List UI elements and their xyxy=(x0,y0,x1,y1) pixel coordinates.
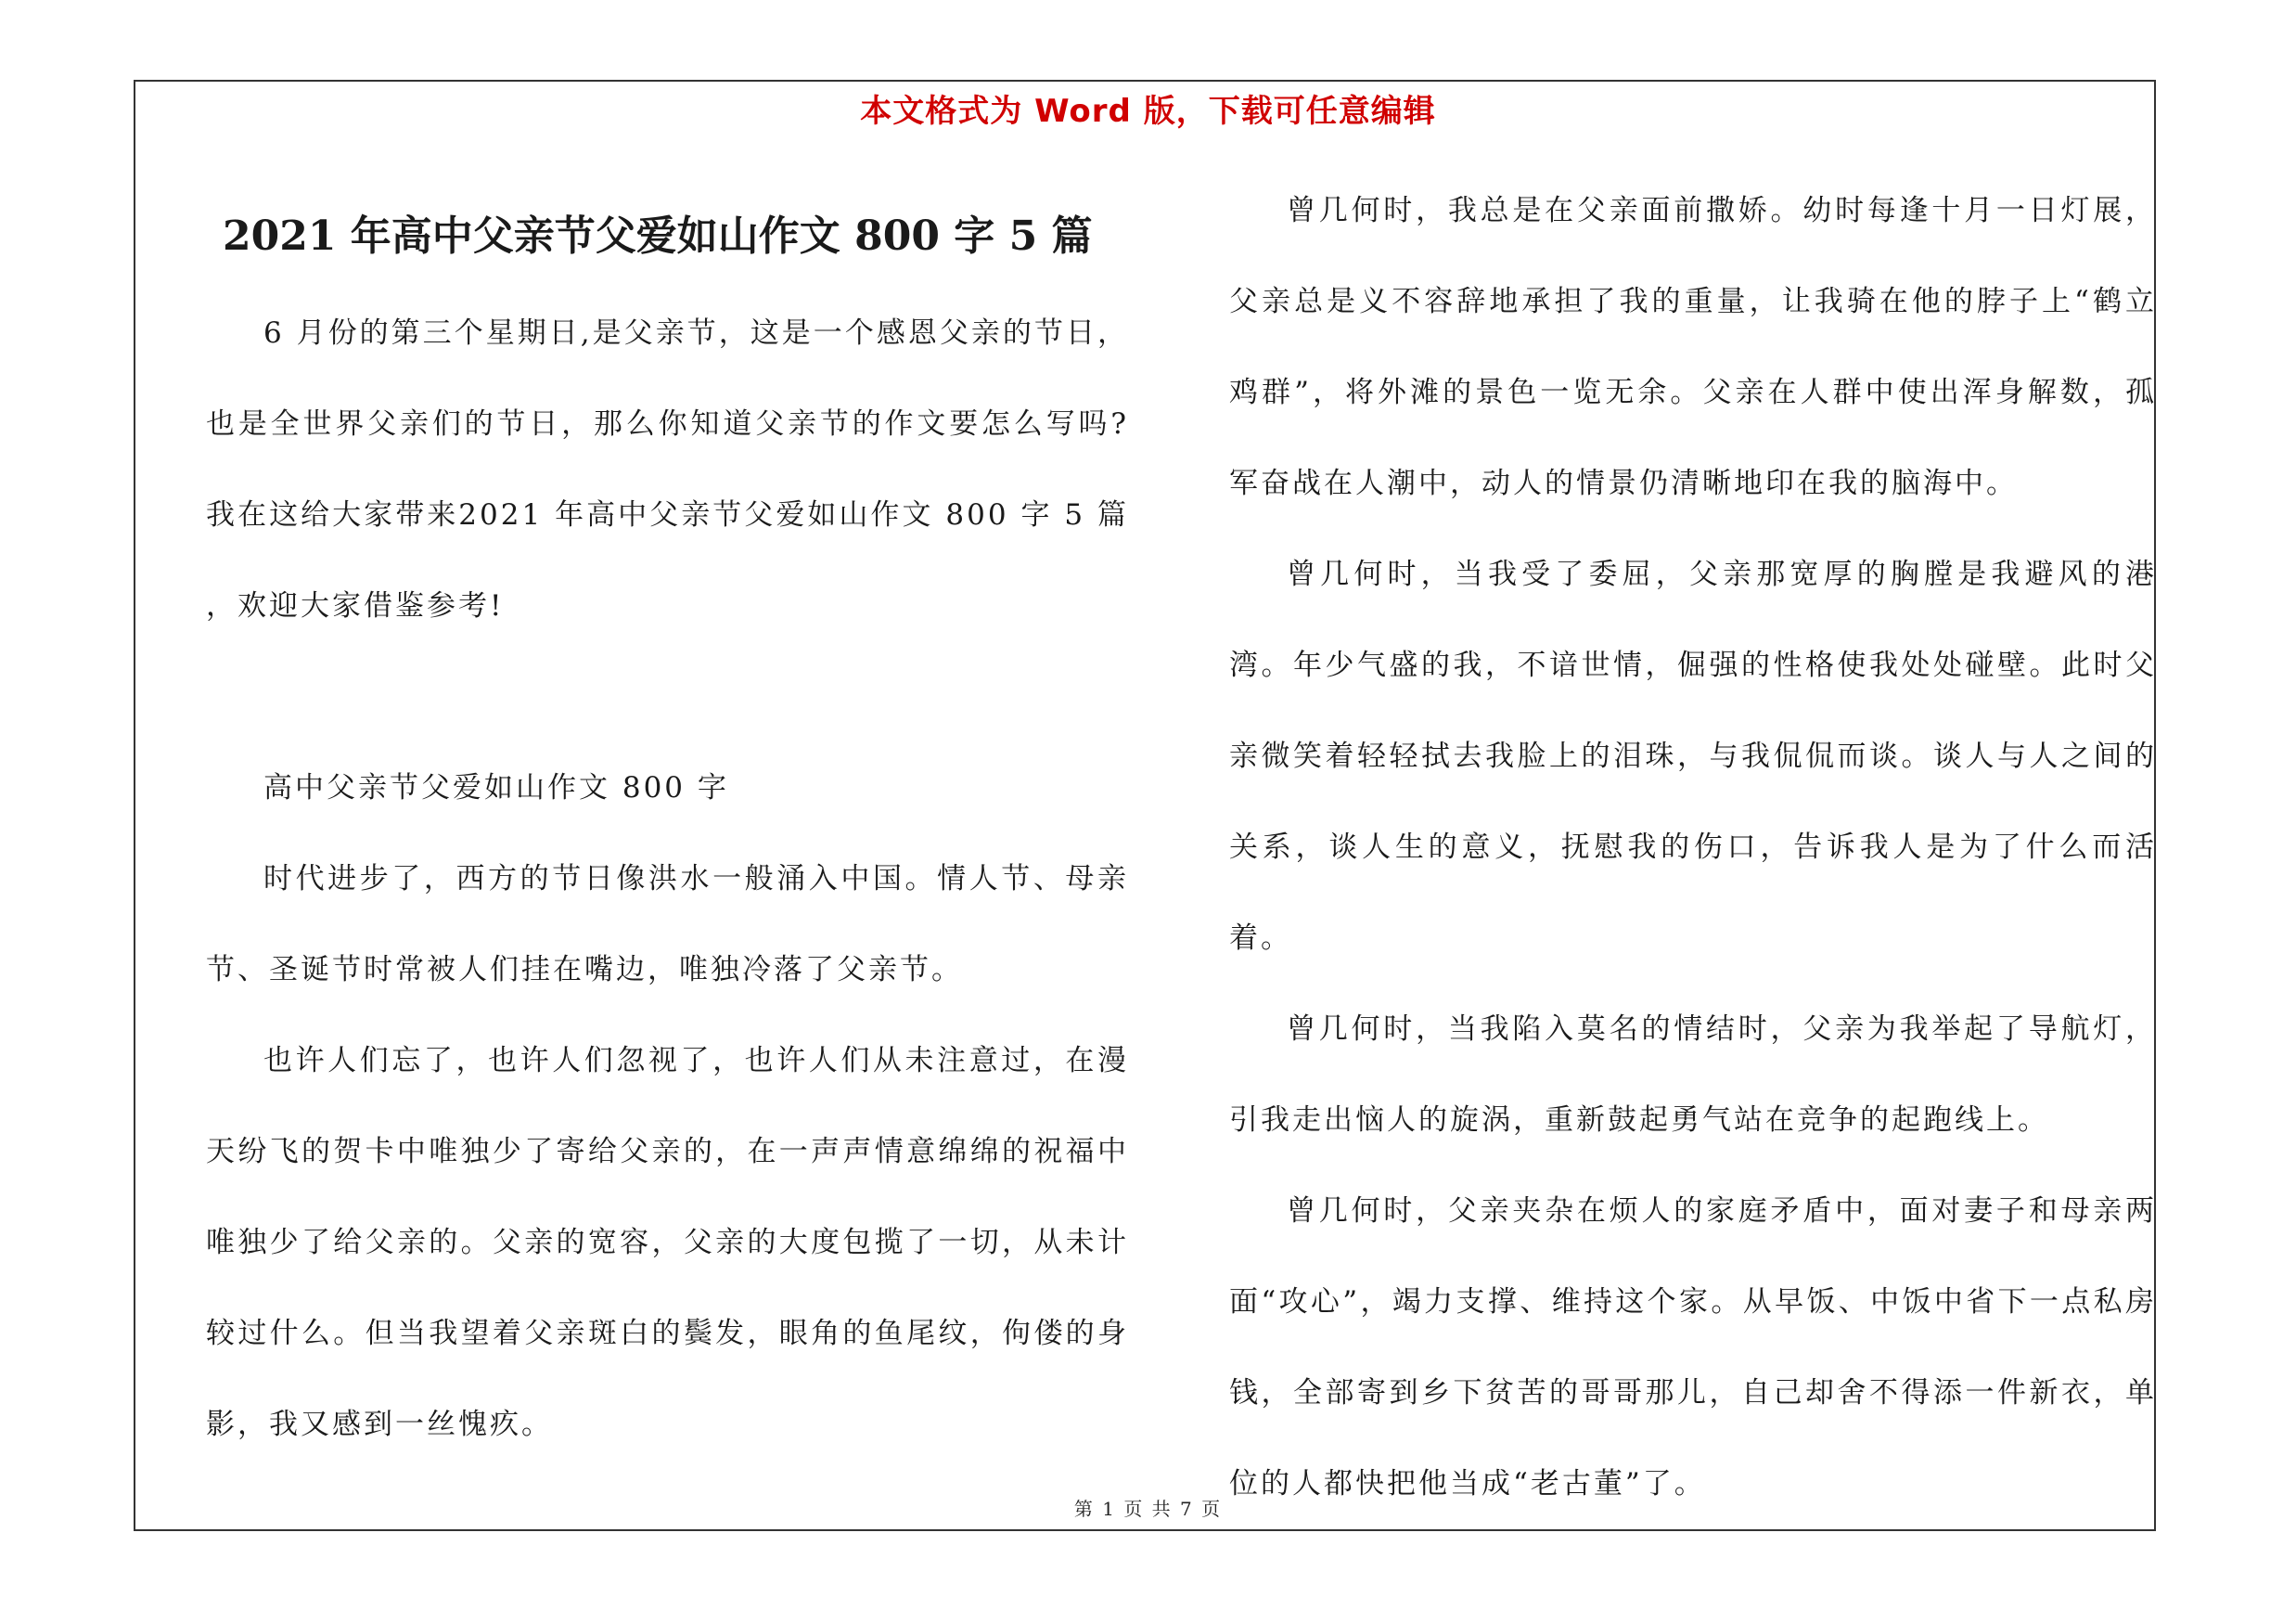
intro-paragraph: 6 月份的第三个星期日,是父亲节，这是一个感恩父亲的节日，也是全世界父亲们的节日，那么你知道父亲节的作文要怎么写吗?我在这给大家带来2021 年高中父亲节父爱如山作文 800 字 5 篇 ，欢迎大家借鉴参考! xyxy=(206,316,1129,623)
left-column xyxy=(206,186,1129,1470)
body-paragraph: 曾几何时，父亲夹杂在烦人的家庭矛盾中，面对妻子和母亲两面“攻心”，竭力支撑、维持这个家。从早饭、中饭中省下一点私房钱，全部寄到乡下贫苦的哥哥那儿，自己却舍不得添一件新衣，单位的人都快把他当成“老古董”了。 xyxy=(1229,1194,2157,1501)
body-paragraph: 也许人们忘了，也许人们忽视了，也许人们从未注意过，在漫天纷飞的贺卡中唯独少了寄给父亲的，在一声声情意绵绵的祝福中唯独少了给父亲的。父亲的宽容，父亲的大度包揽了一切，从未计较过什么。但当我望着父亲斑白的鬓发，眼角的鱼尾纹，佝偻的身影，我又感到一丝愧疚。 xyxy=(206,1044,1129,1441)
page-number-footer: 第 1 页 共 7 页 xyxy=(1073,1498,1223,1520)
right-column xyxy=(1229,165,2157,1529)
body-paragraph: 曾几何时，当我受了委屈，父亲那宽厚的胸膛是我避风的港湾。年少气盛的我，不谙世情，倔强的性格使我处处碰壁。此时父亲微笑着轻轻拭去我脸上的泪珠，与我侃侃而谈。谈人与人之间的关系，谈人生的意义，抚慰我的伤口，告诉我人是为了什么而活着。 xyxy=(1229,558,2157,955)
document-title: 2021 年高中父亲节父爱如山作文 800 字 5 篇 xyxy=(223,213,1093,260)
editable-notice-banner: 本文格式为 Word 版，下载可任意编辑 xyxy=(860,93,1436,130)
essay-subtitle: 高中父亲节父爱如山作文 800 字 xyxy=(263,771,729,805)
body-paragraph: 曾几何时，我总是在父亲面前撒娇。幼时每逢十月一日灯展，父亲总是义不容辞地承担了我的重量，让我骑在他的脖子上“鹤立鸡群”，将外滩的景色一览无余。父亲在人群中使出浑身解数，孤军奋战在人潮中，动人的情景仍清晰地印在我的脑海中。 xyxy=(1229,194,2157,500)
body-paragraph: 曾几何时，当我陷入莫名的情结时，父亲为我举起了导航灯，引我走出恼人的旋涡，重新鼓起勇气站在竞争的起跑线上。 xyxy=(1229,1012,2157,1137)
body-paragraph: 时代进步了，西方的节日像洪水一般涌入中国。情人节、母亲节、圣诞节时常被人们挂在嘴边，唯独冷落了父亲节。 xyxy=(206,862,1129,986)
